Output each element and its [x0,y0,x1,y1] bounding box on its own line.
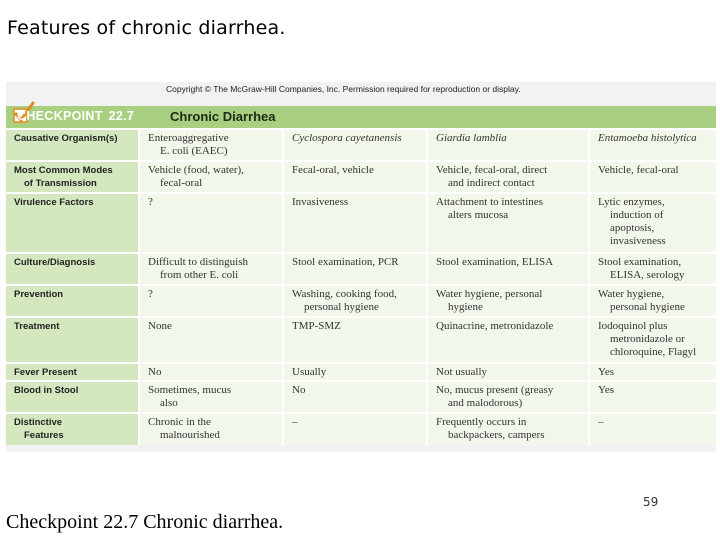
table-cell [283,317,427,363]
table-cell [283,161,427,193]
table-cell [427,317,589,363]
cell-line: fecal-oral [160,177,203,189]
cell-line: Stool examination, ELISA [436,256,554,268]
cell-line: and indirect contact [448,177,535,189]
table-cell [427,381,589,413]
table-cell [589,253,716,285]
cell-line: ELISA, serology [610,269,685,281]
checkpoint-banner [6,106,716,128]
cell-line: Vehicle, fecal-oral, direct [436,164,548,176]
table-cell [589,413,716,445]
row-header-line: Virulence Factors [14,197,94,208]
row-header [6,381,139,413]
cell-line: apoptosis, [610,222,655,234]
table-row [6,253,716,285]
row-header [6,285,139,317]
table-cell [427,253,589,285]
table-row [6,285,716,317]
table-cell [589,363,716,381]
cell-line: Cyclospora cayetanensis [292,132,402,144]
table-cell [139,363,283,381]
cell-line: ? [148,196,153,208]
cell-line: malnourished [160,429,220,441]
cell-line: chloroquine, Flagyl [610,346,697,358]
cell-line: induction of [610,209,664,221]
table-row [6,129,716,161]
cell-line: Stool examination, PCR [292,256,399,268]
cell-line: personal hygiene [304,301,379,313]
cell-line: invasiveness [610,235,666,247]
cell-line: – [292,416,298,428]
table-cell [427,363,589,381]
cell-line: Enteroaggregative [148,132,229,144]
row-header [6,363,139,381]
cell-line: Fecal-oral, vehicle [292,164,374,176]
cell-line: Frequently occurs in [436,416,527,428]
cell-line: No [292,384,306,396]
row-header [6,129,139,161]
cell-line: and malodorous) [448,397,523,409]
row-header-line: Prevention [14,289,64,300]
table-cell [589,193,716,253]
row-header-line: Most Common Modes [14,165,113,176]
checkpoint-figure [6,82,716,452]
table-cell [589,285,716,317]
table-cell [589,129,716,161]
table-cell [139,381,283,413]
table-row [6,381,716,413]
row-header [6,253,139,285]
cell-line: metronidazole or [610,333,685,345]
cell-line: – [598,416,604,428]
cell-line: Not usually [436,366,488,378]
cell-line: Water hygiene, [598,288,665,300]
table-row [6,161,716,193]
row-header [6,317,139,363]
table-title: Chronic Diarrhea [170,109,276,124]
table-cell [427,161,589,193]
cell-line: Attachment to intestines [436,196,543,208]
table-cell [427,413,589,445]
cell-line: Quinacrine, metronidazole [436,320,554,332]
cell-line: TMP-SMZ [292,320,341,332]
table-cell [283,285,427,317]
cell-line: Yes [598,366,615,378]
copyright-notice: Copyright © The McGraw-Hill Companies, Inc. Permission required for reproduction or display. [166,84,521,94]
row-header-line: of Transmission [24,178,97,189]
cell-line: Iodoquinol plus [598,320,668,332]
row-header-line: Fever Present [14,367,77,378]
table-row [6,363,716,381]
table-cell [139,129,283,161]
row-header [6,193,139,253]
table-cell [139,317,283,363]
checkpoint-word: CHECKPOINT [17,109,103,123]
cell-line: hygiene [448,301,483,313]
table-cell [589,381,716,413]
cell-line: from other E. coli [160,269,239,281]
page-number: 59 [643,495,659,509]
cell-line: alters mucosa [448,209,509,221]
cell-line: Difficult to distinguish [148,256,249,268]
table-cell [427,129,589,161]
row-header-line: Treatment [14,321,60,332]
table-cell [283,413,427,445]
table-row [6,413,716,445]
cell-line: Sometimes, mucus [148,384,232,396]
table-cell [283,363,427,381]
cell-line: Lytic enzymes, [598,196,665,208]
chronic-diarrhea-table [6,128,716,445]
row-header-line: Culture/Diagnosis [14,257,96,268]
table-cell [139,413,283,445]
table-cell [139,193,283,253]
table-cell [283,253,427,285]
checkpoint-number: 22.7 [108,109,135,123]
cell-line: ? [148,288,153,300]
cell-line: Washing, cooking food, [292,288,397,300]
checkpoint-label [17,109,134,123]
table-cell [283,129,427,161]
cell-line: backpackers, campers [448,429,545,441]
slide-caption: Checkpoint 22.7 Chronic diarrhea. [6,511,284,533]
row-header-line: Blood in Stool [14,385,79,396]
cell-line: Usually [292,366,327,378]
table-cell [139,253,283,285]
row-header-line: Causative Organism(s) [14,133,118,144]
cell-line: personal hygiene [610,301,685,313]
cell-line: Invasiveness [292,196,349,208]
table-cell [283,193,427,253]
cell-line: Chronic in the [148,416,211,428]
cell-line: Vehicle (food, water), [148,164,244,176]
row-header [6,161,139,193]
cell-line: Giardia lamblia [436,132,507,144]
cell-line: Yes [598,384,615,396]
cell-line: Entamoeba histolytica [598,132,697,144]
table-cell [589,161,716,193]
slide-title: Features of chronic diarrhea. [7,17,286,39]
cell-line: Water hygiene, personal [436,288,543,300]
cell-line: Stool examination, [598,256,682,268]
row-header-line: Features [24,430,64,441]
table-cell [427,193,589,253]
cell-line: No [148,366,162,378]
row-header-line: Distinctive [14,417,63,428]
cell-line: No, mucus present (greasy [436,384,554,396]
table-cell [427,285,589,317]
cell-line: Vehicle, fecal-oral [598,164,679,176]
cell-line: also [160,397,178,409]
table-cell [139,285,283,317]
table-cell [139,161,283,193]
cell-line: E. coli (EAEC) [160,145,228,157]
table-row [6,193,716,253]
table-cell [283,381,427,413]
cell-line: None [148,320,172,332]
table-cell [589,317,716,363]
table-row [6,317,716,363]
row-header [6,413,139,445]
